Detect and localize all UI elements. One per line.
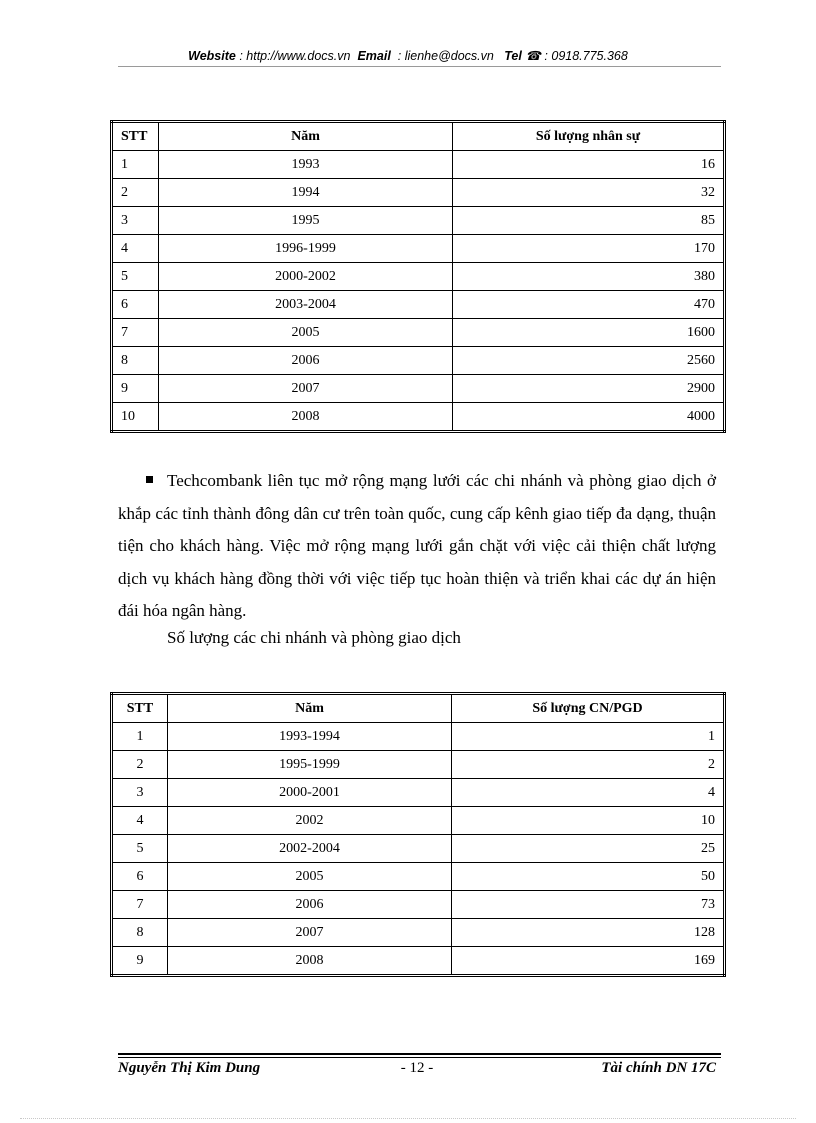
staff-cell: 2560 [453,347,725,375]
table-row [112,375,725,403]
stt-cell: 9 [112,375,159,403]
stt-cell: 10 [112,403,159,432]
stt-cell: 2 [112,751,168,779]
year-cell: 2002 [168,807,452,835]
staff-count-table [110,120,726,433]
table-row [112,723,725,751]
year-cell: 2008 [159,403,453,432]
staff-cell: 85 [453,207,725,235]
header-divider [118,66,721,67]
year-cell: 1993-1994 [168,723,452,751]
footer-divider-thin [118,1057,721,1058]
stt-cell: 6 [112,291,159,319]
staff-cell: 170 [453,235,725,263]
branch-cell: 2 [452,751,725,779]
stt-cell: 8 [112,347,159,375]
year-cell: 2005 [159,319,453,347]
table-row [112,263,725,291]
year-cell: 2002-2004 [168,835,452,863]
stt-cell: 4 [112,235,159,263]
website-value: : http://www.docs.vn [239,49,351,63]
table-row [112,919,725,947]
table-row [112,403,725,432]
year-cell: 1995-1999 [168,751,452,779]
year-cell: 1995 [159,207,453,235]
table-row [112,835,725,863]
staff-cell: 2900 [453,375,725,403]
phone-icon: ☎ [525,49,541,63]
year-cell: 1994 [159,179,453,207]
stt-cell: 1 [112,723,168,751]
table-header-row [112,694,725,723]
table-row [112,751,725,779]
tel-label: Tel [504,49,522,63]
branch-cell: 73 [452,891,725,919]
year-cell: 2007 [168,919,452,947]
stt-cell: 7 [112,891,168,919]
branch-cell: 25 [452,835,725,863]
stt-cell: 7 [112,319,159,347]
footer-divider-thick [118,1053,721,1055]
table-row [112,807,725,835]
year-cell: 1996-1999 [159,235,453,263]
page-bottom-border [20,1118,796,1119]
column-header-year: Năm [159,122,453,151]
branch-cell: 128 [452,919,725,947]
staff-cell: 380 [453,263,725,291]
email-label: Email [357,49,391,63]
email-value: : lienhe@docs.vn [397,49,494,63]
table-header-row [112,122,725,151]
stt-cell: 8 [112,919,168,947]
footer-author: Nguyễn Thị Kim Dung [118,1060,261,1076]
year-cell: 1993 [159,151,453,179]
page-number: - 12 - [400,1060,434,1076]
stt-cell: 1 [112,151,159,179]
staff-cell: 32 [453,179,725,207]
year-cell: 2006 [159,347,453,375]
footer-department: Tài chính DN 17C [601,1060,716,1076]
stt-cell: 2 [112,179,159,207]
staff-cell: 470 [453,291,725,319]
website-label: Website [188,49,236,63]
staff-cell: 16 [453,151,725,179]
page-header [0,48,816,63]
column-header-staff: Số lượng nhân sự [453,122,725,151]
table-row [112,891,725,919]
body-paragraph [118,465,716,628]
column-header-branches: Số lượng CN/PGD [452,694,725,723]
table-row [112,779,725,807]
table-row [112,863,725,891]
branches-table-title: Số lượng các chi nhánh và phòng giao dịch [167,628,461,647]
stt-cell: 3 [112,207,159,235]
branch-cell: 10 [452,807,725,835]
year-cell: 2005 [168,863,452,891]
stt-cell: 5 [112,835,168,863]
column-header-year: Năm [168,694,452,723]
table-row [112,207,725,235]
stt-cell: 3 [112,779,168,807]
table-row [112,179,725,207]
branch-cell: 50 [452,863,725,891]
column-header-stt: STT [112,122,159,151]
year-cell: 2003-2004 [159,291,453,319]
stt-cell: 9 [112,947,168,976]
stt-cell: 5 [112,263,159,291]
stt-cell: 6 [112,863,168,891]
year-cell: 2008 [168,947,452,976]
column-header-stt: STT [112,694,168,723]
table-row [112,347,725,375]
table-row [112,947,725,976]
branch-count-table [110,692,726,977]
stt-cell: 4 [112,807,168,835]
year-cell: 2000-2001 [168,779,452,807]
table-row [112,291,725,319]
year-cell: 2000-2002 [159,263,453,291]
tel-value: : 0918.775.368 [544,49,628,63]
branch-cell: 169 [452,947,725,976]
bullet-icon [146,476,153,483]
year-cell: 2006 [168,891,452,919]
paragraph-text: Techcombank liên tục mở rộng mạng lưới các chi nhánh và phòng giao dịch ở khắp các tỉnh thành đông dân cư trên toàn quốc, cung cấp kênh giao tiếp đa dạng, thuận tiện cho khách hàng. Việc mở rộng mạng lưới gắn chặt với việc cải thiện chất lượng dịch vụ khách hàng đồng thời với việc tiếp tục hoàn thiện và triển khai các dự án hiện đái hóa ngân hàng. [118,471,716,620]
table-row [112,235,725,263]
branch-cell: 4 [452,779,725,807]
staff-cell: 4000 [453,403,725,432]
table-row [112,319,725,347]
staff-cell: 1600 [453,319,725,347]
table-row [112,151,725,179]
year-cell: 2007 [159,375,453,403]
page-footer [118,1060,716,1080]
branch-cell: 1 [452,723,725,751]
